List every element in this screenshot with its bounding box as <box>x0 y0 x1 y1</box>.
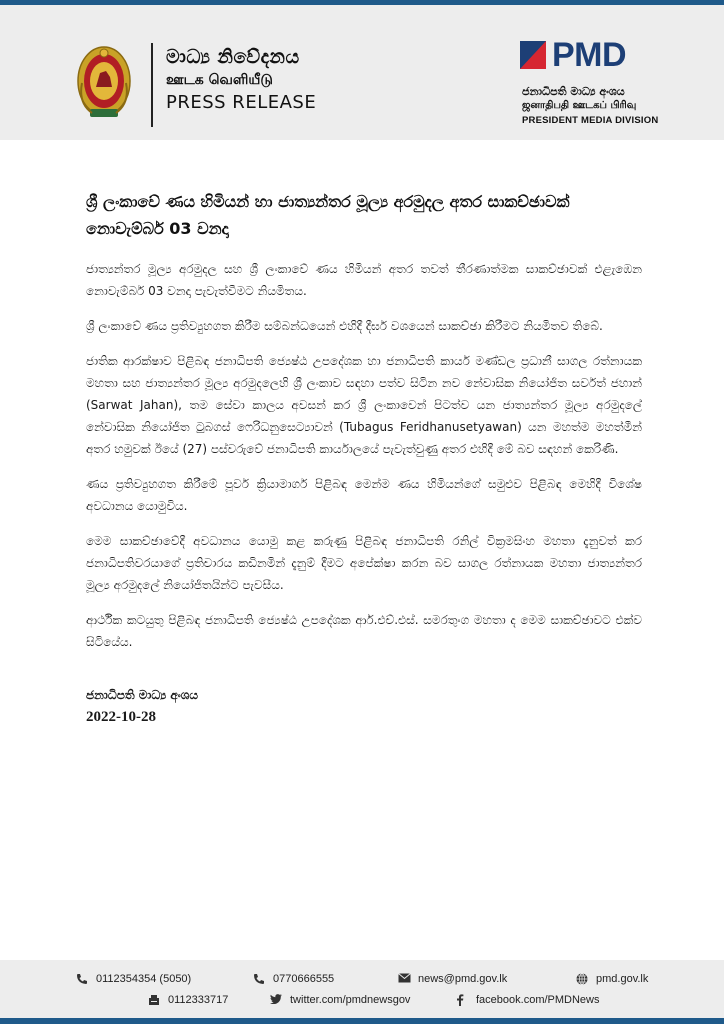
website-link[interactable]: pmd.gov.lk <box>596 973 649 985</box>
footer-website[interactable] <box>576 973 648 985</box>
phone-icon <box>76 973 90 985</box>
letterhead <box>0 0 724 140</box>
article-body <box>86 258 642 666</box>
footer-email[interactable] <box>398 973 507 985</box>
globe-icon <box>576 973 590 985</box>
contact-footer <box>0 960 724 1024</box>
email-icon <box>398 973 412 985</box>
paragraph-5: මෙම සාකච්ඡාවේදී අවධානය යොමු කළ කරුණු පිළිබඳ ජනාධිපති රනිල් වික්‍රමසිංහ මහතා දැනුවත් කර ජනාධිපතිවරයාගේ ප්‍රතිචාරය කඩිනමින් දැනුම් දීමට අපේක්ෂා කරන බව සාගල රත්නායක මහතා ජාත්‍යන්තර මූල්‍ය අරමුදලේ නියෝජිතයින්ට පැවසීය. <box>86 534 642 592</box>
paragraph-1: ජාත්‍යන්තර මූල්‍ය අරමුදල සහ ශ්‍රී ලංකාවේ ණය හිමියන් අතර තවත් තීරණාත්මක සාකච්ඡාවක් එළැඹෙන නොවැම්බර් 03 වනදා පැවැත්වීමට නියමිතය. <box>86 262 642 298</box>
phone-2-text: 0770666555 <box>273 973 335 985</box>
pmd-sinhala-name: ජනාධිපති මාධ්‍ය අංශය <box>522 85 625 98</box>
sinhala-title: මාධ්‍ය නිවේදනය <box>166 46 300 68</box>
footer-fax <box>148 994 228 1006</box>
footer-twitter[interactable] <box>270 994 410 1006</box>
pmd-logo <box>520 35 660 75</box>
press-release-masthead <box>166 45 356 115</box>
facebook-icon <box>456 994 470 1006</box>
pmd-logo-text: PMD <box>552 36 627 74</box>
pmd-tamil-name: ஜனாதிபதி ஊடகப் பிரிவு <box>522 100 637 111</box>
article-title: ශ්‍රී ලංකාවේ ණය හිමියන් හා ජාත්‍යන්තර මූල්‍ය අරමුදල අතර සාකච්ඡාවක් නොවැම්බර් 03 වනදා <box>86 192 570 238</box>
english-title: PRESS RELEASE <box>166 92 317 113</box>
release-date: 2022-10-28 <box>86 709 156 725</box>
footer-phone-1 <box>76 973 191 985</box>
paragraph-4: ණය ප්‍රතිව්‍යුහගත කිරීමේ පූර්ව ක්‍රියාමාර්ග පිළිබඳ මෙන්ම ණය හිමියන්ගේ සමුළුව පිළිබඳ මෙහිදී විශේෂ අවධානය යොමුවිය. <box>86 477 642 513</box>
paragraph-2: ශ්‍රී ලංකාවේ ණය ප්‍රතිව්‍යුහගත කිරීම සම්බන්ධයෙන් එහිදී දීර්ඝ වශයෙන් සාකච්ඡා කිරීමට නියමිතව තිබේ. <box>86 319 603 333</box>
email-link[interactable]: news@pmd.gov.lk <box>418 973 508 985</box>
fax-icon <box>148 994 162 1006</box>
footer-facebook[interactable] <box>456 994 600 1006</box>
mobile-phone-icon <box>253 973 267 985</box>
facebook-link[interactable]: facebook.com/PMDNews <box>476 994 600 1006</box>
fax-text: 0112333717 <box>168 994 229 1006</box>
signature-org: ජනාධිපති මාධ්‍ය අංශය <box>86 688 199 702</box>
sri-lanka-emblem-icon <box>76 43 132 123</box>
header-divider <box>151 43 153 127</box>
phone-1-text: 0112354354 (5050) <box>96 973 192 985</box>
signature-block <box>86 684 386 728</box>
twitter-icon <box>270 994 284 1006</box>
paragraph-3: ජාතික ආරක්ෂාව පිළිබඳ ජනාධිපති ජ්‍යෙෂ්ඨ උපදේශක හා ජනාධිපති කාර්ය මණ්ඩල ප්‍රධානී සාගල රත්නායක මහතා සහ ජාත්‍යන්තර මූල්‍ය අරමුදලෙහි ශ්‍රී ලංකාව සඳහා පත්ව සිටින නව නේවාසික නියෝජිත සර්වත් ජහාන් (Sarwat Jahan), තම සේවා කාලය අවසන් කර ශ්‍රී ලංකාවෙන් පිටත්ව යන ජාත්‍යන්තර මූල්‍ය අරමුදලේ නේවාසික නියෝජිත ටුබගස් ෆෙරිධනුසෙට්‍යාවන් (Tubagus Feridhanusetyawan) යන මහත්ම මහත්මීන් අතර හමුවක් ඊයේ (27) පස්වරුවේ ජනාධිපති කාර්යාලයේ පැවැත්වුණු අතර එහිදී මේ බව සඳහන් කෙරිණි. <box>86 354 642 456</box>
pmd-branding <box>512 33 662 133</box>
footer-phone-2 <box>253 973 334 985</box>
pmd-english-name: PRESIDENT MEDIA DIVISION <box>522 115 659 126</box>
twitter-link[interactable]: twitter.com/pmdnewsgov <box>290 994 411 1006</box>
pmd-logo-mark-icon <box>520 41 546 69</box>
tamil-title: ஊடக வெளியீடு <box>166 72 273 88</box>
paragraph-6: ආර්ථික කටයුතු පිළිබඳ ජනාධිපති ජ්‍යෙෂ්ඨ උපදේශක ආර්.එච්.එස්. සමරතුංග මහතා ද මෙම සාකච්ඡාවට එක්ව සිටියේය. <box>86 613 642 649</box>
